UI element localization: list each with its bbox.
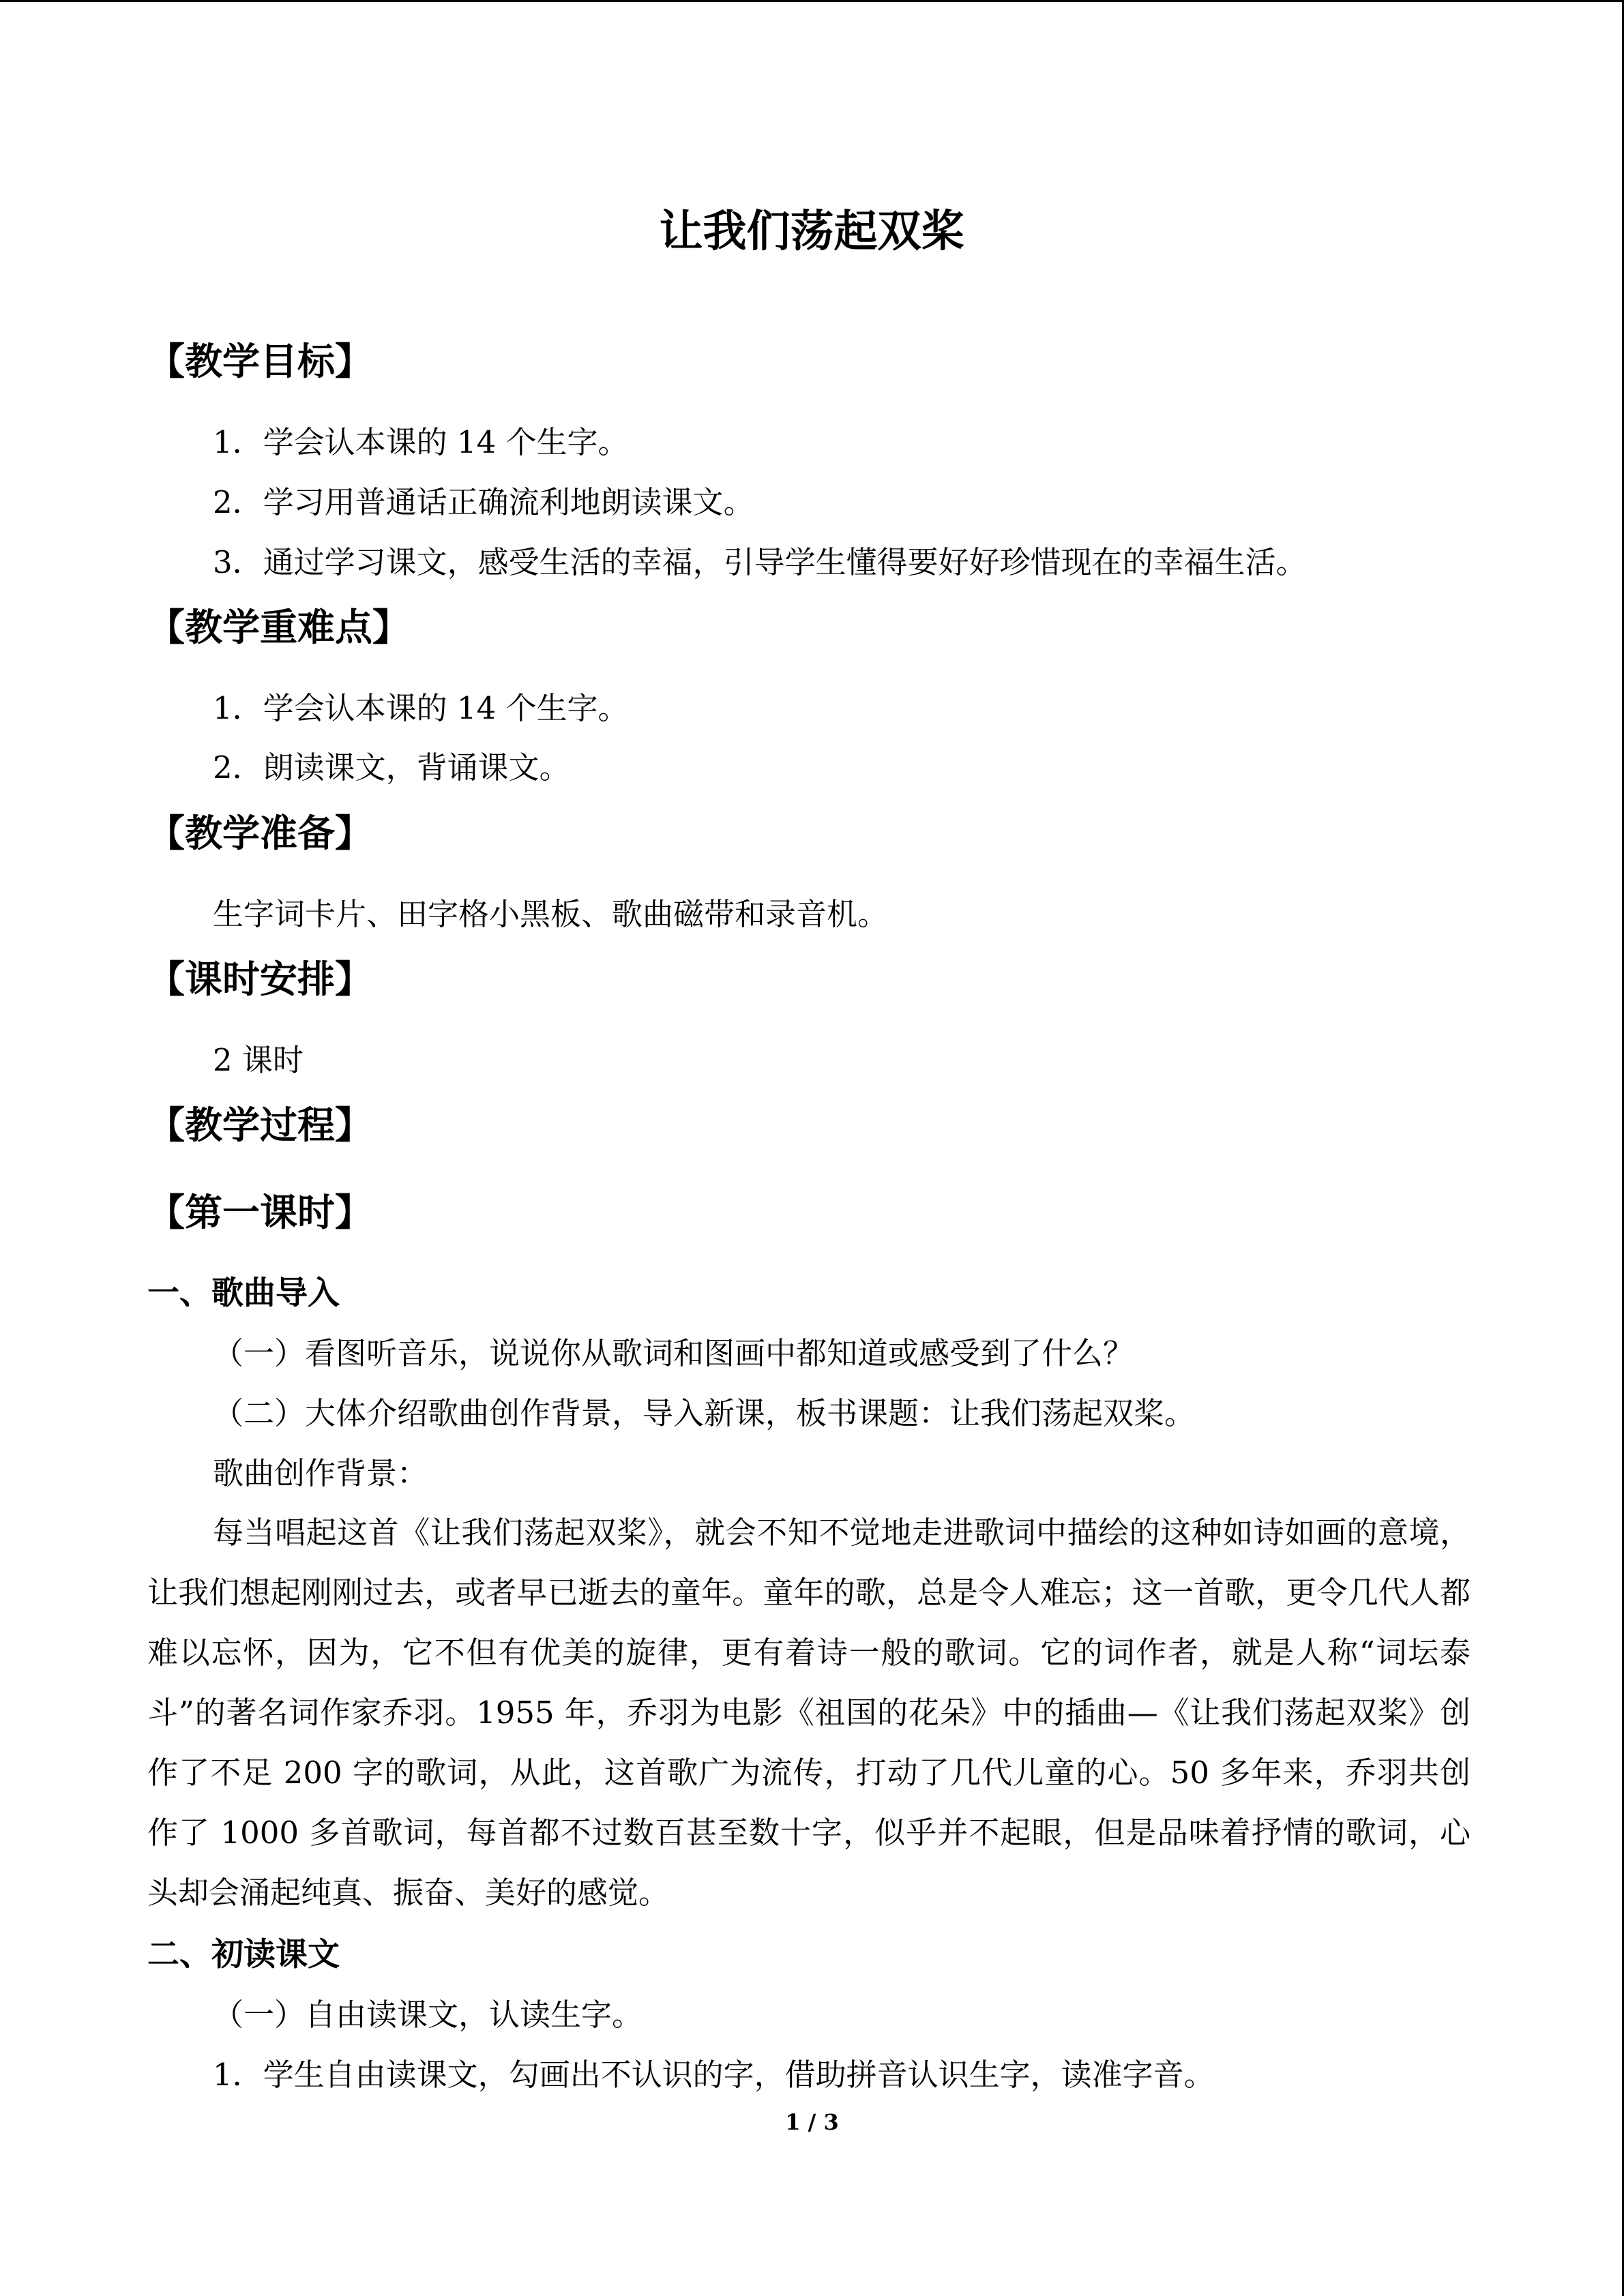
page-border-top — [0, 0, 1624, 2]
part-2-item-1: （一）自由读课文，认读生字。 — [213, 1997, 643, 2033]
heading-key-points: 【教学重难点】 — [147, 606, 411, 649]
part-1-item-1: （一）看图听音乐，说说你从歌词和图画中都知道或感受到了什么？ — [213, 1335, 1134, 1371]
goal-item-2: 2．学习用普通话正确流利地朗读课文。 — [213, 484, 754, 520]
part-2-item-2: 1．学生自由读课文，勾画出不认识的字，借助拼音认识生字，读准字音。 — [213, 2057, 1215, 2093]
song-background-paragraph: 每当唱起这首《让我们荡起双桨》，就会不知不觉地走进歌词中描绘的这种如诗如画的意境，让我们想起刚刚过去，或者早已逝去的童年。童年的歌，总是令人难忘；这一首歌，更令几代人都难以忘怀，因为，它不但有优美的旋律，更有着诗一般的歌词。它的词作者，就是人称“词坛泰斗”的著名词作家乔羽。1955 年，乔羽为电影《祖国的花朵》中的插曲—《让我们荡起双桨》创作了不足 200 字的歌词，从此，这首歌广为流传，打动了几代儿童的心。50 多年来，乔羽共创作了 1000 多首歌词，每首都不过数百甚至数十字，似乎并不起眼，但是品味着抒情的歌词，心头却会涌起纯真、振奋、美好的感觉。 — [147, 1515, 1471, 1911]
part-2-title: 二、初读课文 — [147, 1936, 340, 1973]
key-point-item-1: 1．学会认本课的 14 个生字。 — [213, 690, 629, 726]
heading-goals: 【教学目标】 — [147, 340, 373, 383]
part-1-title: 一、歌曲导入 — [147, 1274, 340, 1312]
page-number: 1 / 3 — [785, 2109, 839, 2135]
goal-item-1: 1．学会认本课的 14 个生字。 — [213, 424, 629, 460]
part-1-item-3: 歌曲创作背景： — [213, 1455, 428, 1491]
heading-preparation: 【教学准备】 — [147, 811, 373, 855]
part-1-item-2: （二）大体介绍歌曲创作背景，导入新课，板书课题：让我们荡起双桨。 — [213, 1395, 1196, 1431]
preparation-text: 生字词卡片、田字格小黑板、歌曲磁带和录音机。 — [213, 896, 889, 932]
schedule-text: 2 课时 — [213, 1042, 304, 1078]
heading-schedule: 【课时安排】 — [147, 957, 373, 1001]
heading-lesson-1: 【第一课时】 — [147, 1191, 373, 1234]
key-point-item-2: 2．朗读课文，背诵课文。 — [213, 749, 570, 786]
goal-item-3: 3．通过学习课文，感受生活的幸福，引导学生懂得要好好珍惜现在的幸福生活。 — [213, 544, 1307, 580]
heading-process: 【教学过程】 — [147, 1103, 373, 1147]
page-title: 让我们荡起双桨 — [659, 207, 965, 257]
